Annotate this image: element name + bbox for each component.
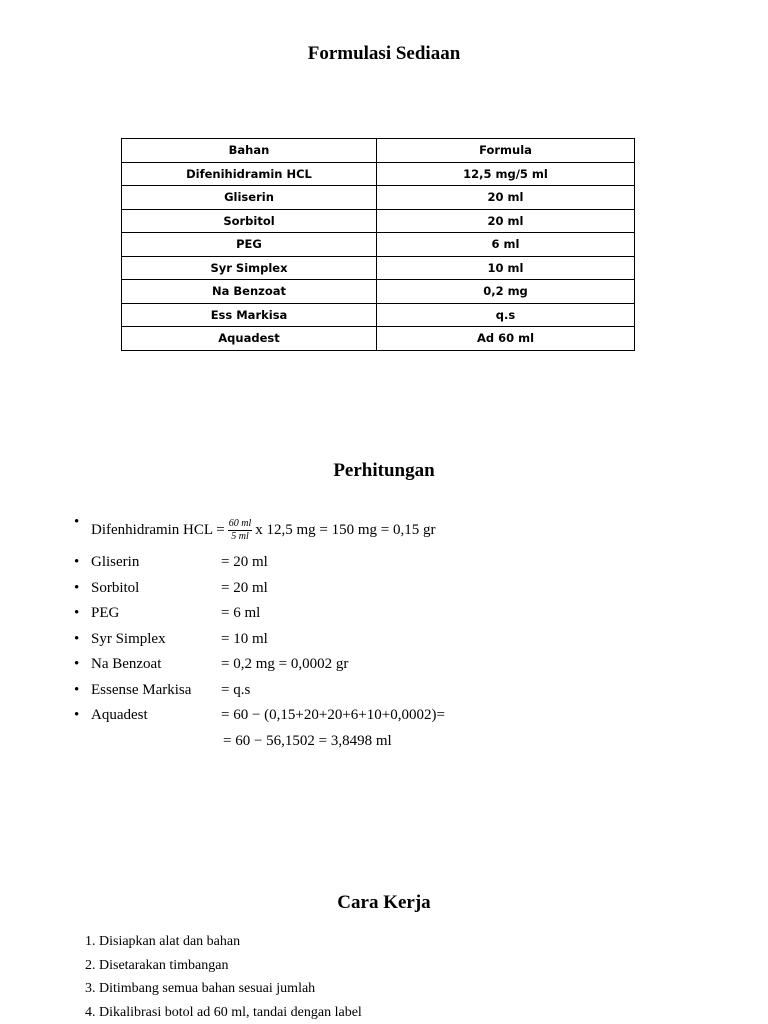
table-cell-formula: 0,2 mg bbox=[377, 280, 635, 304]
bullet-icon: • bbox=[74, 605, 80, 621]
procedure-steps bbox=[85, 930, 362, 1024]
bullet-icon: • bbox=[74, 579, 80, 596]
table-cell-formula: Ad 60 ml bbox=[377, 327, 635, 351]
list-item: 4. Dikalibrasi botol ad 60 ml, tandai dengan label bbox=[85, 1004, 362, 1020]
calc-item-name: Aquadest bbox=[91, 707, 148, 723]
fraction bbox=[228, 518, 253, 543]
calculation-heading: Perhitungan bbox=[333, 460, 435, 481]
table-cell-bahan: Difenihidramin HCL bbox=[122, 162, 377, 186]
table-row bbox=[122, 233, 635, 257]
list-item: 1. Disiapkan alat dan bahan bbox=[85, 934, 241, 949]
table-row bbox=[122, 280, 635, 304]
procedure-heading: Cara Kerja bbox=[337, 892, 431, 913]
list-item: 2. Disetarakan timbangan bbox=[85, 957, 229, 973]
column-header-bahan: Bahan bbox=[122, 139, 377, 163]
calc-item-equation: = 20 ml bbox=[221, 579, 268, 596]
table-cell-formula: 20 ml bbox=[377, 186, 635, 210]
calc-item-equation: = 0,2 mg = 0,0002 gr bbox=[221, 656, 349, 672]
calc-item-equation: x 12,5 mg = 150 mg = 0,15 gr bbox=[255, 522, 436, 538]
table-row bbox=[122, 186, 635, 210]
calc-item-name: Sorbitol bbox=[91, 579, 140, 596]
calc-item-equation: = 6 ml bbox=[221, 605, 261, 621]
calc-continuation: = 60 − 56,1502 = 3,8498 ml bbox=[223, 732, 392, 749]
calc-item-equation: = 10 ml bbox=[221, 630, 268, 647]
calc-item-equation: = 60 − (0,15+20+20+6+10+0,0002)= bbox=[221, 707, 445, 723]
fraction-numerator: 60 ml bbox=[228, 518, 252, 530]
table-cell-bahan: Aquadest bbox=[122, 327, 377, 351]
table-cell-bahan: Gliserin bbox=[122, 186, 377, 210]
table-row bbox=[122, 256, 635, 280]
bullet-icon: • bbox=[74, 681, 80, 698]
calc-item-equation: = q.s bbox=[221, 681, 251, 698]
calc-item-equation: = 20 ml bbox=[221, 554, 268, 570]
bullet-icon: • bbox=[74, 630, 80, 647]
page-title: Formulasi Sediaan bbox=[307, 43, 461, 64]
formula-table bbox=[121, 138, 635, 351]
column-header-formula: Formula bbox=[377, 139, 635, 163]
table-row bbox=[122, 303, 635, 327]
calc-item-name: PEG bbox=[91, 605, 120, 621]
calc-item-name: Syr Simplex bbox=[91, 630, 166, 647]
calc-item-name: Gliserin bbox=[91, 554, 140, 570]
bullet-icon: • bbox=[74, 554, 80, 570]
table-cell-bahan: Sorbitol bbox=[122, 209, 377, 233]
bullet-icon: • bbox=[74, 514, 80, 530]
table-cell-bahan: PEG bbox=[122, 233, 377, 257]
table-cell-formula: 6 ml bbox=[377, 233, 635, 257]
table-row bbox=[122, 327, 635, 351]
table-cell-bahan: Syr Simplex bbox=[122, 256, 377, 280]
bullet-icon: • bbox=[74, 707, 80, 723]
list-item: 3. Ditimbang semua bahan sesuai jumlah bbox=[85, 981, 316, 996]
table-cell-formula: 12,5 mg/5 ml bbox=[377, 162, 635, 186]
calc-item-name: Difenhidramin HCL = bbox=[91, 522, 225, 538]
table-cell-bahan: Na Benzoat bbox=[122, 280, 377, 304]
fraction-denominator: 5 ml bbox=[231, 531, 249, 543]
table-row bbox=[122, 162, 635, 186]
calc-item-name: Na Benzoat bbox=[91, 656, 162, 672]
table-cell-bahan: Ess Markisa bbox=[122, 303, 377, 327]
table-cell-formula: 10 ml bbox=[377, 256, 635, 280]
table-header-row bbox=[122, 139, 635, 163]
table-row bbox=[122, 209, 635, 233]
calc-item-name: Essense Markisa bbox=[91, 681, 192, 698]
table-cell-formula: 20 ml bbox=[377, 209, 635, 233]
table-cell-formula: q.s bbox=[377, 303, 635, 327]
bullet-icon: • bbox=[74, 656, 80, 672]
